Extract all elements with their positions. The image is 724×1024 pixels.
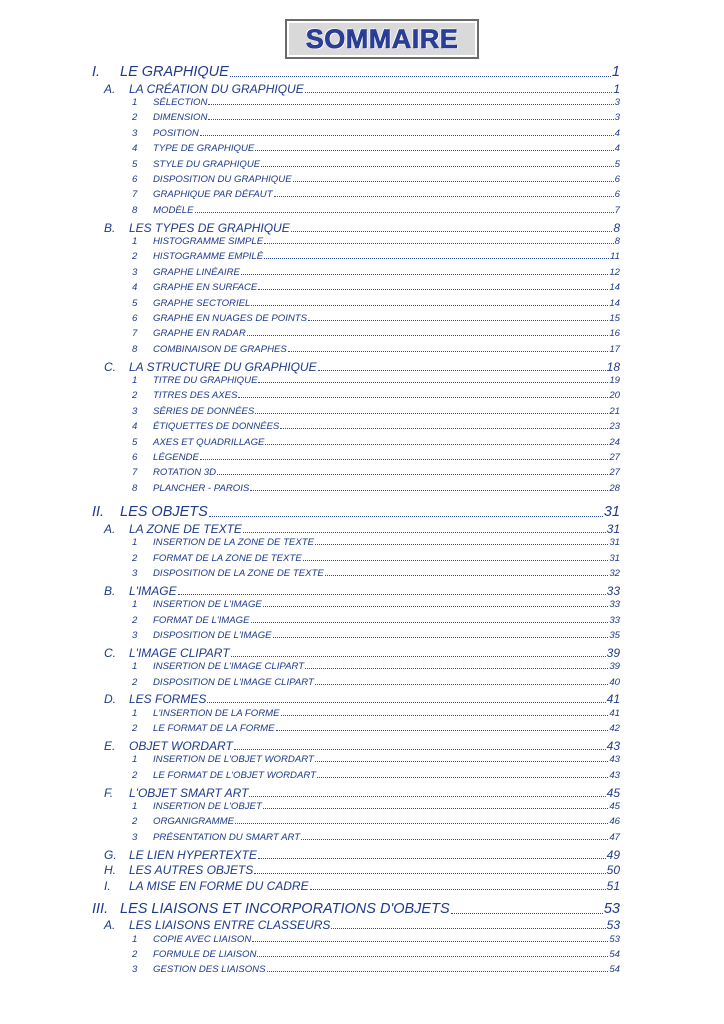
- toc-entry-label: L'IMAGE: [129, 583, 177, 598]
- toc-entry-number: 1: [132, 661, 138, 673]
- toc-entry-page: 54: [609, 948, 620, 960]
- dot-leader: [258, 289, 608, 290]
- toc-entry[interactable]: [132, 143, 620, 154]
- toc-entry[interactable]: [104, 646, 620, 660]
- toc-entry[interactable]: [132, 97, 620, 108]
- toc-entry[interactable]: [92, 64, 620, 80]
- toc-entry-label: GRAPHE EN NUAGES DE POINTS: [153, 312, 308, 324]
- toc-entry-page: 49: [606, 847, 620, 862]
- toc-entry[interactable]: [132, 437, 620, 448]
- dot-leader: [261, 166, 614, 167]
- toc-entry-number: G.: [104, 847, 117, 862]
- toc-entry-number: 1: [132, 599, 138, 611]
- dot-leader: [274, 196, 614, 197]
- toc-entry-label: ÉTIQUETTES DE DONNÉES: [153, 421, 280, 433]
- toc-entry-page: 16: [609, 328, 620, 340]
- toc-entry-label: LES OBJETS: [120, 504, 208, 521]
- toc-entry-label: LES LIAISONS ET INCORPORATIONS D'OBJETS: [120, 900, 450, 917]
- toc-entry-page: 53: [606, 918, 620, 933]
- toc-entry[interactable]: [132, 452, 620, 463]
- dot-leader: [281, 715, 609, 716]
- toc-entry[interactable]: [104, 863, 620, 877]
- toc-entry-number: 2: [132, 251, 138, 263]
- toc-entry-page: 24: [609, 436, 620, 448]
- toc-entry-label: SÉRIES DE DONNÉES: [153, 405, 255, 417]
- toc-entry-number: 2: [132, 676, 138, 688]
- toc-entry[interactable]: [132, 313, 620, 324]
- toc-entry[interactable]: [132, 390, 620, 401]
- dot-leader: [251, 622, 609, 623]
- toc-entry[interactable]: [104, 918, 620, 932]
- toc-entry[interactable]: [132, 421, 620, 432]
- toc-entry[interactable]: [132, 483, 620, 494]
- toc-entry-number: C.: [104, 645, 116, 660]
- toc-entry-label: HISTOGRAMME SIMPLE: [153, 235, 264, 247]
- toc-entry-label: MODÈLE: [153, 204, 194, 216]
- toc-entry-number: F.: [104, 785, 114, 800]
- toc-entry-page: 27: [609, 451, 620, 463]
- toc-entry-number: 2: [132, 112, 138, 124]
- toc-entry-number: 1: [132, 96, 138, 108]
- toc-entry-number: E.: [104, 738, 116, 753]
- toc-entry[interactable]: [104, 221, 620, 235]
- toc-entry-label: LA CRÉATION DU GRAPHIQUE: [129, 81, 304, 96]
- toc-entry[interactable]: [132, 630, 620, 641]
- toc-entry[interactable]: [132, 174, 620, 185]
- dot-leader: [234, 749, 606, 750]
- toc-entry-number: II.: [92, 504, 105, 521]
- dot-leader: [318, 370, 606, 371]
- toc-entry-label: LA MISE EN FORME DU CADRE: [129, 879, 309, 894]
- dot-leader: [235, 823, 608, 824]
- toc-entry-page: 53: [609, 933, 620, 945]
- toc-entry[interactable]: [132, 770, 620, 781]
- toc-entry-number: A.: [104, 81, 116, 96]
- toc-entry-page: 54: [609, 964, 620, 976]
- toc-entry-page: 43: [606, 738, 620, 753]
- dot-leader: [451, 913, 603, 914]
- toc-entry-label: LE FORMAT DE L'OBJET WORDART: [153, 769, 316, 781]
- dot-leader: [273, 637, 609, 638]
- toc-entry[interactable]: [132, 344, 620, 355]
- toc-entry-number: 3: [132, 266, 138, 278]
- dot-leader: [325, 575, 609, 576]
- toc-entry-page: 33: [609, 599, 620, 611]
- dot-leader: [301, 839, 608, 840]
- toc-entry[interactable]: [132, 754, 620, 765]
- toc-entry-page: 32: [609, 567, 620, 579]
- toc-entry-number: B.: [104, 583, 116, 598]
- toc-entry-label: TITRES DES AXES: [153, 390, 238, 402]
- toc-entry-page: 41: [609, 707, 620, 719]
- toc-entry[interactable]: [132, 934, 620, 945]
- toc-entry-page: 40: [609, 676, 620, 688]
- dot-leader: [217, 474, 608, 475]
- toc-entry-label: L'INSERTION DE LA FORME: [153, 707, 280, 719]
- toc-entry-label: LA ZONE DE TEXTE: [129, 521, 242, 536]
- toc-entry-number: 2: [132, 552, 138, 564]
- toc-entry-number: 4: [132, 282, 138, 294]
- toc-entry[interactable]: [132, 467, 620, 478]
- toc-entry-page: 12: [609, 266, 620, 278]
- toc-entry-page: 1: [613, 81, 620, 96]
- dot-leader: [315, 544, 608, 545]
- toc-entry-page: 11: [610, 251, 620, 263]
- toc-entry[interactable]: [92, 901, 620, 917]
- toc-entry-number: 5: [132, 158, 138, 170]
- toc-entry-number: C.: [104, 359, 116, 374]
- toc-entry-page: 42: [609, 723, 620, 735]
- toc-entry-number: A.: [104, 521, 116, 536]
- document-title: SOMMAIRE: [305, 23, 459, 54]
- dot-leader: [241, 274, 608, 275]
- toc-entry[interactable]: [132, 708, 620, 719]
- toc-entry-page: 4: [614, 143, 620, 155]
- toc-entry-number: 8: [132, 482, 138, 494]
- dot-leader: [258, 858, 606, 859]
- dot-leader: [243, 532, 606, 533]
- dot-leader: [280, 428, 608, 429]
- toc-entry-label: INSERTION DE L'IMAGE: [153, 599, 262, 611]
- toc-entry-label: AXES ET QUADRILLAGE: [153, 436, 265, 448]
- toc-entry-number: 5: [132, 436, 138, 448]
- toc-entry-number: 4: [132, 421, 138, 433]
- toc-entry-label: L'IMAGE CLIPART: [129, 645, 230, 660]
- toc-entry[interactable]: [132, 406, 620, 417]
- dot-leader: [252, 941, 608, 942]
- toc-entry[interactable]: [132, 251, 620, 262]
- toc-entry-page: 28: [609, 482, 620, 494]
- toc-entry-number: B.: [104, 220, 116, 235]
- toc-entry-page: 7: [614, 204, 620, 216]
- toc-entry[interactable]: [104, 879, 620, 893]
- toc-entry-number: 6: [132, 173, 138, 185]
- toc-entry-page: 3: [614, 96, 620, 108]
- toc-entry-number: 2: [132, 390, 138, 402]
- toc-entry-label: INSERTION DE L'OBJET: [153, 800, 262, 812]
- dot-leader: [231, 656, 606, 657]
- toc-entry[interactable]: [132, 205, 620, 216]
- toc-entry-page: 6: [614, 173, 620, 185]
- toc-entry-number: 2: [132, 614, 138, 626]
- dot-leader: [195, 212, 614, 213]
- toc-entry-page: 53: [603, 900, 620, 917]
- toc-entry-number: III.: [92, 900, 109, 917]
- toc-entry-page: 47: [609, 831, 620, 843]
- toc-entry-number: 7: [132, 328, 138, 340]
- toc-entry-number: 2: [132, 723, 138, 735]
- toc-entry-label: GRAPHE EN SURFACE: [153, 282, 258, 294]
- toc-entry[interactable]: [132, 723, 620, 734]
- toc-entry-page: 35: [609, 629, 620, 641]
- dot-leader: [249, 796, 605, 797]
- toc-entry-label: PLANCHER - PAROIS: [153, 482, 250, 494]
- toc-entry-page: 5: [614, 158, 620, 170]
- toc-entry[interactable]: [104, 848, 620, 862]
- toc-entry-number: 1: [132, 754, 138, 766]
- toc-entry-number: 1: [132, 235, 138, 247]
- toc-entry-page: 31: [609, 537, 620, 549]
- toc-entry-page: 43: [609, 754, 620, 766]
- toc-entry-number: 3: [132, 831, 138, 843]
- toc-entry-label: DIMENSION: [153, 112, 208, 124]
- toc-entry-label: ORGANIGRAMME: [153, 816, 235, 828]
- toc-entry-label: LÉGENDE: [153, 451, 199, 463]
- toc-entry-label: FORMAT DE LA ZONE DE TEXTE: [153, 552, 302, 564]
- toc-entry[interactable]: [132, 159, 620, 170]
- toc-entry-page: 1: [611, 64, 620, 80]
- toc-entry-page: 50: [606, 863, 620, 878]
- toc-entry-label: GRAPHE SECTORIEL: [153, 297, 251, 309]
- toc-entry-label: GESTION DES LIAISONS: [153, 964, 266, 976]
- dot-leader: [305, 92, 613, 93]
- dot-leader: [263, 606, 609, 607]
- toc-entry-number: 6: [132, 312, 138, 324]
- dot-leader: [247, 335, 609, 336]
- toc-entry[interactable]: [132, 375, 620, 386]
- toc-entry-label: TYPE DE GRAPHIQUE: [153, 143, 255, 155]
- dot-leader: [331, 928, 605, 929]
- toc-entry-page: 8: [614, 235, 620, 247]
- dot-leader: [208, 104, 613, 105]
- toc-entry-label: COMBINAISON DE GRAPHES: [153, 343, 287, 355]
- toc-entry-label: GRAPHE EN RADAR: [153, 328, 246, 340]
- toc-entry-label: TITRE DU GRAPHIQUE: [153, 374, 258, 386]
- dot-leader: [305, 668, 608, 669]
- toc-entry-number: I.: [104, 879, 111, 894]
- dot-leader: [254, 873, 605, 874]
- toc-entry-number: D.: [104, 692, 116, 707]
- toc-entry-page: 39: [609, 661, 620, 673]
- toc-entry[interactable]: [132, 832, 620, 843]
- dot-leader: [310, 889, 606, 890]
- toc-entry-number: A.: [104, 918, 116, 933]
- toc-entry-page: 14: [609, 297, 620, 309]
- dot-leader: [267, 971, 609, 972]
- dot-leader: [209, 516, 603, 517]
- dot-leader: [293, 181, 614, 182]
- dot-leader: [251, 305, 608, 306]
- toc-entry-number: 7: [132, 467, 138, 479]
- toc-entry[interactable]: [104, 786, 620, 800]
- toc-entry-label: LES LIAISONS ENTRE CLASSEURS: [129, 918, 331, 933]
- dot-leader: [308, 320, 608, 321]
- toc-entry-page: 21: [609, 405, 620, 417]
- toc-entry-number: 3: [132, 127, 138, 139]
- toc-entry-page: 33: [609, 614, 620, 626]
- toc-entry-label: GRAPHIQUE PAR DÉFAUT: [153, 189, 273, 201]
- toc-entry-number: 1: [132, 800, 138, 812]
- toc-entry-page: 31: [609, 552, 620, 564]
- toc-entry-label: INSERTION DE L'IMAGE CLIPART: [153, 661, 305, 673]
- toc-entry-page: 4: [614, 127, 620, 139]
- dot-leader: [257, 956, 608, 957]
- toc-entry-number: 2: [132, 948, 138, 960]
- toc-entry-number: 2: [132, 769, 138, 781]
- toc-entry[interactable]: [132, 189, 620, 200]
- dot-leader: [250, 490, 608, 491]
- dot-leader: [230, 76, 611, 77]
- toc-entry-page: 20: [609, 390, 620, 402]
- toc-entry[interactable]: [104, 360, 620, 374]
- toc-entry-page: 6: [614, 189, 620, 201]
- dot-leader: [291, 231, 613, 232]
- toc-entry-label: LES FORMES: [129, 692, 207, 707]
- toc-entry-label: ROTATION 3D: [153, 467, 217, 479]
- toc-entry[interactable]: [104, 692, 620, 706]
- toc-entry[interactable]: [92, 504, 620, 520]
- toc-entry[interactable]: [132, 267, 620, 278]
- toc-entry-number: 3: [132, 629, 138, 641]
- toc-entry[interactable]: [132, 328, 620, 339]
- toc-entry-number: I.: [92, 64, 101, 80]
- toc-entry[interactable]: [132, 553, 620, 564]
- dot-leader: [255, 413, 608, 414]
- dot-leader: [264, 243, 613, 244]
- toc-entry-label: DISPOSITION DE LA ZONE DE TEXTE: [153, 567, 324, 579]
- toc-entry[interactable]: [132, 964, 620, 975]
- toc-entry-number: 1: [132, 933, 138, 945]
- toc-entry[interactable]: [132, 128, 620, 139]
- toc-entry-page: 41: [606, 692, 620, 707]
- dot-leader: [265, 444, 608, 445]
- toc-entry-number: 8: [132, 204, 138, 216]
- toc-entry-label: FORMAT DE L'IMAGE: [153, 614, 250, 626]
- dot-leader: [315, 684, 608, 685]
- dot-leader: [317, 777, 608, 778]
- toc-entry-page: 46: [609, 816, 620, 828]
- toc-entry-number: 1: [132, 374, 138, 386]
- toc-entry-page: 19: [609, 374, 620, 386]
- toc-entry-label: INSERTION DE L'OBJET WORDART: [153, 754, 314, 766]
- toc-entry[interactable]: [132, 599, 620, 610]
- toc-entry-label: SÉLECTION: [153, 96, 208, 108]
- toc-entry-label: DISPOSITION DE L'IMAGE: [153, 629, 272, 641]
- toc-entry-page: 17: [609, 343, 620, 355]
- dot-leader: [288, 351, 609, 352]
- toc-entry-number: 3: [132, 405, 138, 417]
- toc-entry-page: 3: [614, 112, 620, 124]
- toc-entry-label: DISPOSITION DU GRAPHIQUE: [153, 173, 292, 185]
- dot-leader: [238, 397, 608, 398]
- dot-leader: [178, 594, 606, 595]
- toc-entry-number: 5: [132, 297, 138, 309]
- toc-entry-page: 31: [606, 521, 620, 536]
- toc-entry[interactable]: [104, 739, 620, 753]
- dot-leader: [276, 730, 609, 731]
- toc-entry-number: 2: [132, 816, 138, 828]
- toc-entry-label: INSERTION DE LA ZONE DE TEXTE: [153, 537, 314, 549]
- toc-entry[interactable]: [132, 298, 620, 309]
- toc-entry[interactable]: [132, 661, 620, 672]
- toc-entry[interactable]: [132, 282, 620, 293]
- toc-entry-label: L'OBJET SMART ART: [129, 785, 249, 800]
- toc-entry-number: 1: [132, 537, 138, 549]
- toc-entry[interactable]: [132, 537, 620, 548]
- toc-entry[interactable]: [104, 522, 620, 536]
- toc-entry-label: STYLE DU GRAPHIQUE: [153, 158, 261, 170]
- toc-entry[interactable]: [104, 584, 620, 598]
- toc-entry[interactable]: [132, 801, 620, 812]
- toc-entry-page: 33: [606, 583, 620, 598]
- toc-entry-number: 3: [132, 567, 138, 579]
- toc-entry-label: POSITION: [153, 127, 199, 139]
- toc-entry-page: 43: [609, 769, 620, 781]
- toc-entry[interactable]: [132, 236, 620, 247]
- toc-entry-page: 15: [609, 312, 620, 324]
- dot-leader: [207, 702, 605, 703]
- toc-entry-label: FORMULE DE LIAISON: [153, 948, 257, 960]
- toc-entry-label: LES TYPES DE GRAPHIQUE: [129, 220, 290, 235]
- toc-entry-label: OBJET WORDART: [129, 738, 233, 753]
- toc-entry-page: 23: [609, 421, 620, 433]
- toc-entry-number: 8: [132, 343, 138, 355]
- toc-entry-page: 51: [606, 879, 620, 894]
- toc-entry-number: 3: [132, 964, 138, 976]
- toc-entry-number: 1: [132, 707, 138, 719]
- toc-entry-label: PRÉSENTATION DU SMART ART: [153, 831, 301, 843]
- toc-entry-page: 45: [606, 785, 620, 800]
- toc-entry-label: LE LIEN HYPERTEXTE: [129, 847, 257, 862]
- toc-entry-label: LE GRAPHIQUE: [120, 64, 229, 80]
- toc-entry[interactable]: [132, 615, 620, 626]
- toc-entry-page: 39: [606, 645, 620, 660]
- toc-entry-label: LES AUTRES OBJETS: [129, 863, 254, 878]
- dot-leader: [264, 258, 609, 259]
- toc-entry-number: 7: [132, 189, 138, 201]
- toc-entry-page: 45: [609, 800, 620, 812]
- toc-entry[interactable]: [132, 677, 620, 688]
- dot-leader: [255, 150, 613, 151]
- toc-entry-number: 4: [132, 143, 138, 155]
- toc-entry-label: GRAPHE LINÉAIRE: [153, 266, 240, 278]
- toc-entry-number: 6: [132, 451, 138, 463]
- toc-entry[interactable]: [104, 82, 620, 96]
- toc-entry-label: LE FORMAT DE LA FORME: [153, 723, 275, 735]
- toc-entry-page: 31: [603, 504, 620, 521]
- toc-entry[interactable]: [132, 112, 620, 123]
- dot-leader: [303, 560, 609, 561]
- toc-entry[interactable]: [132, 816, 620, 827]
- dot-leader: [200, 135, 614, 136]
- toc-entry-number: H.: [104, 863, 116, 878]
- dot-leader: [258, 382, 608, 383]
- toc-entry-page: 8: [613, 220, 620, 235]
- toc-entry-label: DISPOSITION DE L'IMAGE CLIPART: [153, 676, 314, 688]
- toc-entry[interactable]: [132, 949, 620, 960]
- toc-entry-page: 18: [606, 359, 620, 374]
- dot-leader: [315, 761, 608, 762]
- dot-leader: [208, 119, 613, 120]
- toc-entry[interactable]: [132, 568, 620, 579]
- toc-entry-label: COPIE AVEC LIAISON: [153, 933, 252, 945]
- toc-entry-label: LA STRUCTURE DU GRAPHIQUE: [129, 359, 317, 374]
- dot-leader: [200, 459, 608, 460]
- toc-entry-label: HISTOGRAMME EMPILÉ: [153, 251, 264, 263]
- toc-entry-page: 14: [609, 282, 620, 294]
- dot-leader: [263, 808, 609, 809]
- toc-entry-page: 27: [609, 467, 620, 479]
